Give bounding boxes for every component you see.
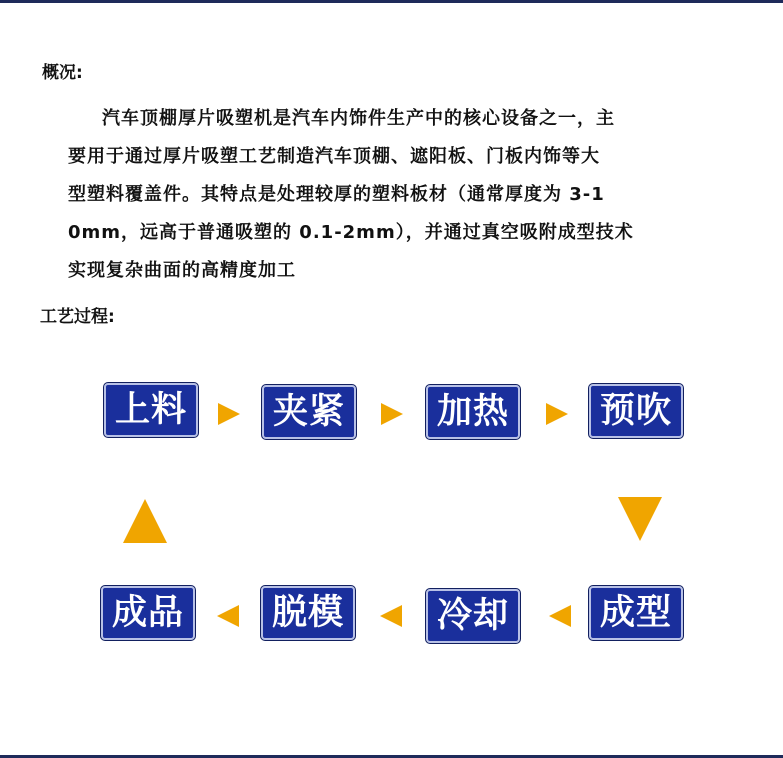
arrow-up-icon	[123, 499, 167, 543]
arrow-right-icon	[546, 403, 568, 425]
arrow-right-icon	[218, 403, 240, 425]
arrow-left-icon	[217, 605, 239, 627]
overview-line: 汽车顶棚厚片吸塑机是汽车内饰件生产中的核心设备之一，主	[102, 108, 615, 129]
overview-heading: 概况:	[42, 63, 83, 83]
step-clamping: 夹紧	[262, 385, 356, 439]
top-divider	[0, 0, 783, 3]
overview-line: 实现复杂曲面的高精度加工	[68, 260, 296, 281]
arrow-left-icon	[549, 605, 571, 627]
overview-paragraph	[68, 100, 758, 290]
step-preblow: 预吹	[589, 384, 683, 438]
overview-line: 0mm，远高于普通吸塑的 0.1-2mm），并通过真空吸附成型技术	[68, 222, 634, 243]
overview-line: 要用于通过厚片吸塑工艺制造汽车顶棚、遮阳板、门板内饰等大	[68, 146, 600, 167]
step-forming: 成型	[589, 586, 683, 640]
step-finished-product: 成品	[101, 586, 195, 640]
arrow-left-icon	[380, 605, 402, 627]
arrow-right-icon	[381, 403, 403, 425]
step-heating: 加热	[426, 385, 520, 439]
process-heading: 工艺过程:	[40, 307, 115, 327]
overview-line: 型塑料覆盖件。其特点是处理较厚的塑料板材（通常厚度为 3-1	[68, 184, 605, 205]
arrow-down-icon	[618, 497, 662, 541]
step-loading: 上料	[104, 383, 198, 437]
step-cooling: 冷却	[426, 589, 520, 643]
step-demolding: 脱模	[261, 586, 355, 640]
